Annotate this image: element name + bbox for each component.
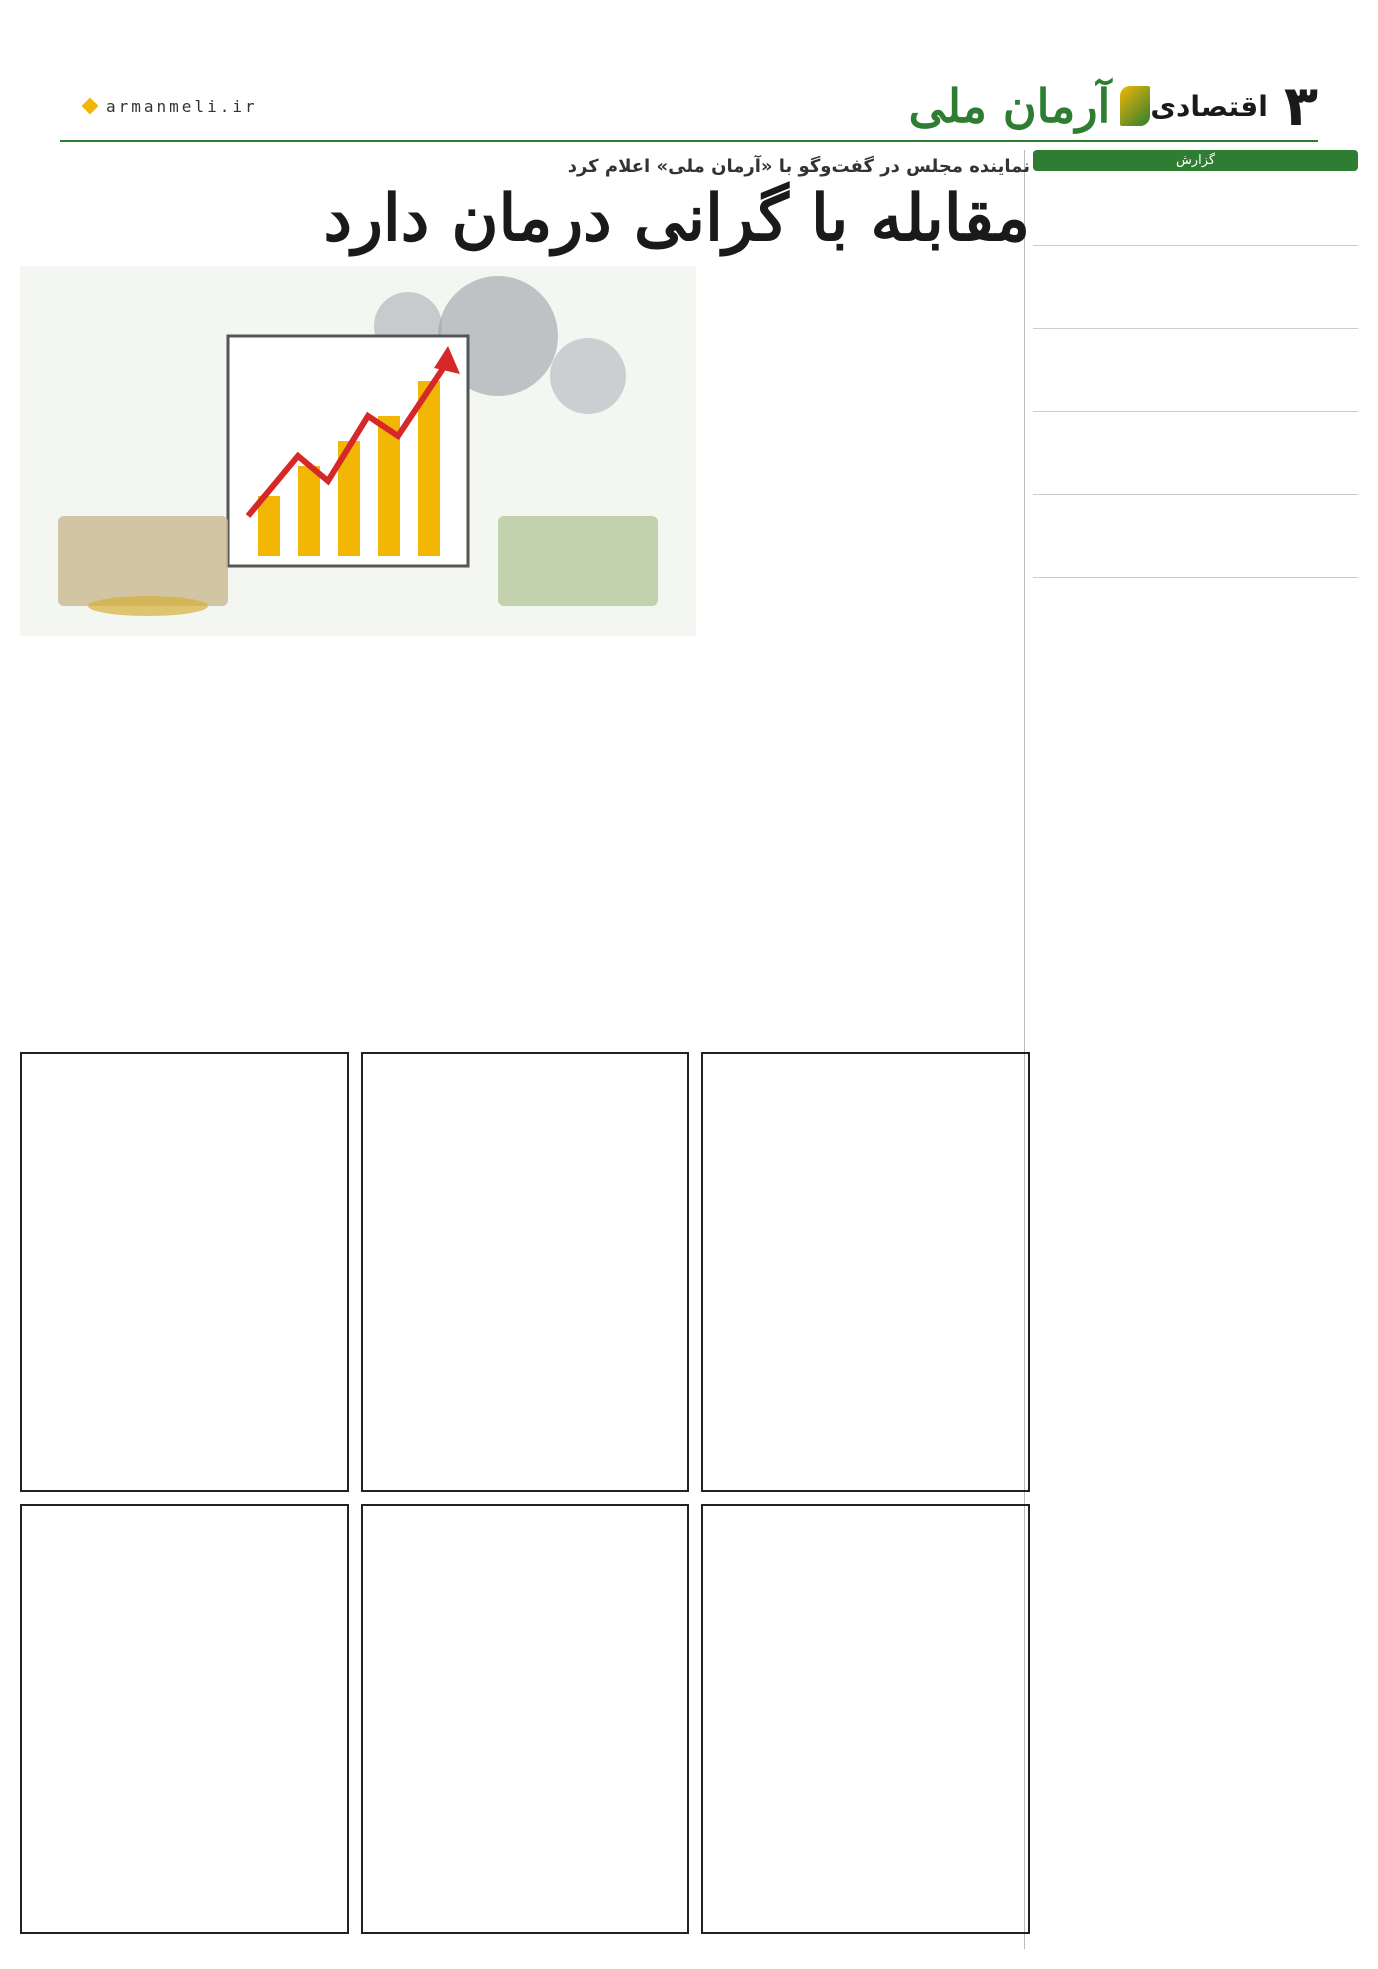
bar-mark [418, 381, 440, 556]
main-article [20, 150, 1030, 1008]
notice-body [371, 1068, 680, 1368]
notice-body [711, 1068, 1020, 1368]
bar-mark [258, 496, 280, 556]
legal-notice [361, 1504, 690, 1934]
notice-body [30, 1520, 339, 1820]
report-item [1033, 426, 1358, 495]
economy-illustration [20, 266, 696, 636]
article-photo [20, 266, 696, 636]
masthead-brand [909, 74, 1318, 139]
article-column [20, 648, 349, 1008]
notice-body [371, 1520, 680, 1820]
report-body [1033, 343, 1358, 403]
reports-sidebar [1024, 150, 1358, 1949]
diamond-icon [82, 98, 99, 115]
banknotes-icon [58, 516, 228, 606]
site-url[interactable]: armanmeli.ir [106, 96, 258, 116]
banknotes-icon [498, 516, 658, 606]
article-headline: مقابله با گرانی درمان دارد [323, 181, 1030, 256]
masthead-meta [60, 97, 268, 116]
article-column [361, 648, 690, 1008]
bar-mark [298, 466, 320, 556]
section-title: اقتصادی [1150, 89, 1268, 123]
report-item [1033, 343, 1358, 412]
legal-notice [20, 1504, 349, 1934]
gear-icon [550, 338, 626, 414]
report-body [1033, 260, 1358, 320]
report-body [1033, 177, 1358, 237]
article-kicker: نماینده مجلس در گفت‌وگو با «آرمان ملی» اعلام کرد [567, 156, 1030, 177]
article-top-row [20, 266, 1030, 636]
coins-icon [88, 596, 208, 616]
logo-flag-icon [1120, 86, 1150, 126]
article-columns [20, 648, 1030, 1008]
legal-notice [701, 1052, 1030, 1492]
notice-body [711, 1520, 1020, 1820]
logo: آرمان ملی [908, 79, 1111, 133]
report-item [1033, 177, 1358, 246]
legal-notice [361, 1052, 690, 1492]
report-body [1033, 509, 1358, 569]
notice-body [30, 1068, 339, 1368]
masthead [60, 72, 1318, 142]
article-column [701, 648, 1030, 1008]
legal-notice [20, 1052, 349, 1492]
legal-notice [701, 1504, 1030, 1934]
sidebar-label: گزارش [1033, 150, 1358, 171]
article-lead [710, 266, 1030, 636]
page-number: ۳ [1283, 73, 1318, 139]
legal-notices [20, 1052, 1030, 1934]
report-item [1033, 509, 1358, 578]
report-item [1033, 260, 1358, 329]
report-body [1033, 426, 1358, 486]
